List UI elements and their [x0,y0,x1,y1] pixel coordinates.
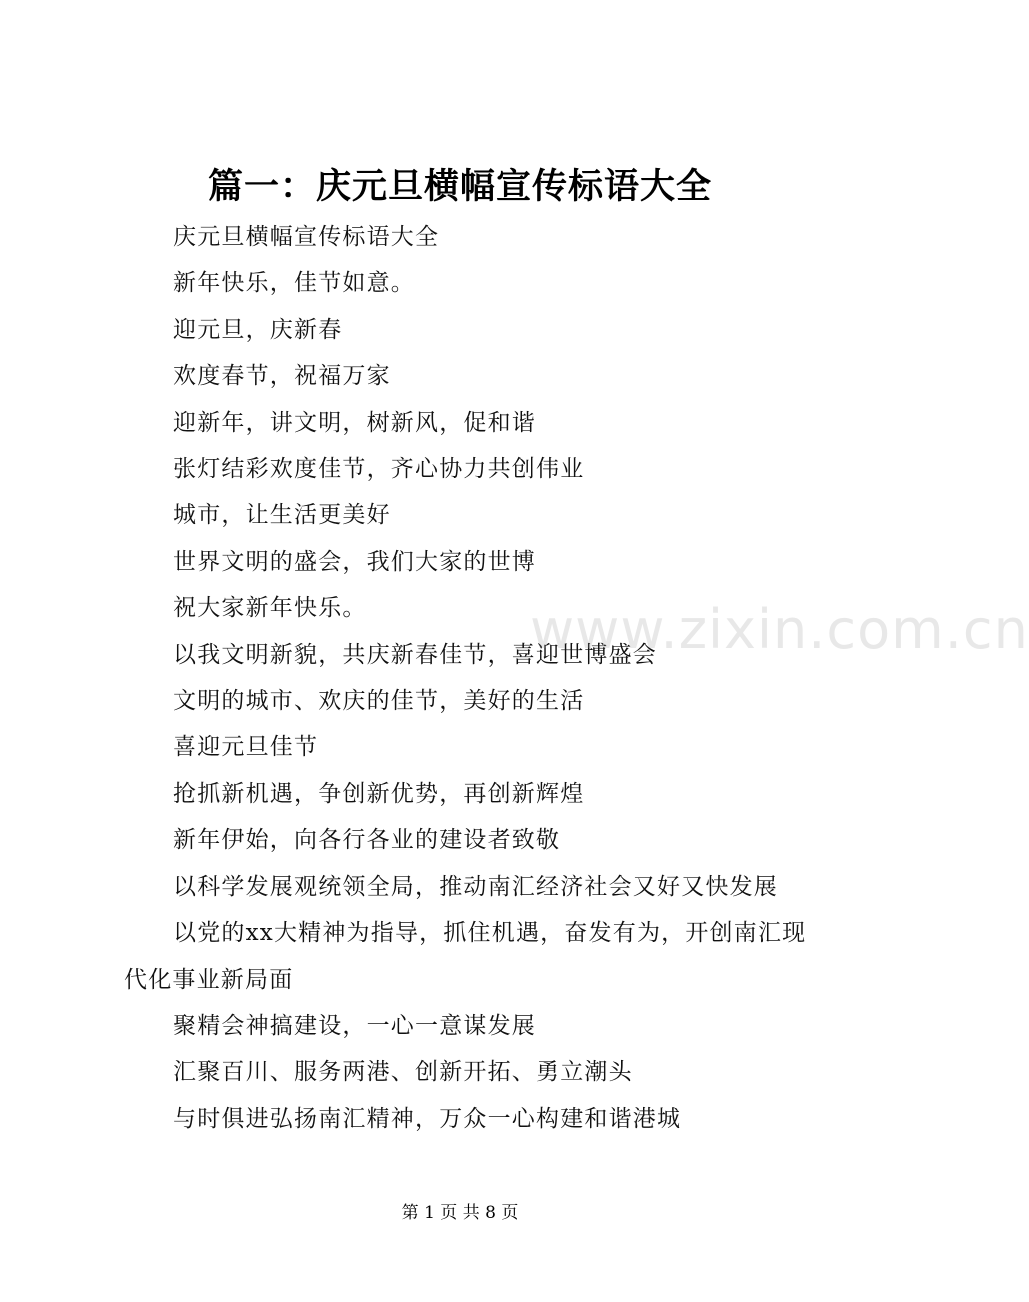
paragraph: 迎元旦，庆新春 [173,316,343,343]
paragraph: 张灯结彩欢度佳节，齐心协力共创伟业 [173,456,585,483]
paragraph: 以科学发展观统领全局，推动南汇经济社会又好又快发展 [173,873,778,900]
paragraph: 欢度春节，祝福万家 [173,363,391,390]
watermark: www.zixin.com.cn [530,598,1029,661]
paragraph: 世界文明的盛会，我们大家的世博 [173,548,536,575]
page-footer: 第 1 页 共 8 页 [401,1203,519,1223]
paragraph: 聚精会神搞建设，一心一意谋发展 [173,1012,536,1039]
paragraph: 以党的xx大精神为指导，抓住机遇，奋发有为，开创南汇现代化事业新局面 [124,920,807,993]
document-title: 篇一：庆元旦横幅宣传标语大全 [207,166,712,207]
paragraph: 祝大家新年快乐。 [173,595,367,622]
paragraph: 以我文明新貌，共庆新春佳节，喜迎世博盛会 [173,641,657,668]
document-body [124,214,824,1142]
paragraph: 抢抓新机遇，争创新优势，再创新辉煌 [173,780,585,807]
paragraph: 与时俱进弘扬南汇精神，万众一心构建和谐港城 [173,1105,682,1132]
paragraph: 喜迎元旦佳节 [173,734,319,761]
paragraph: 新年伊始，向各行各业的建设者致敬 [173,827,561,854]
paragraph: 新年快乐，佳节如意。 [173,270,415,297]
paragraph: 迎新年，讲文明，树新风，促和谐 [173,409,536,436]
paragraph: 城市，让生活更美好 [173,502,391,529]
paragraph: 庆元旦横幅宣传标语大全 [173,224,440,250]
paragraph: 文明的城市、欢庆的佳节，美好的生活 [173,688,585,715]
paragraph: 汇聚百川、服务两港、创新开拓、勇立潮头 [173,1059,633,1086]
